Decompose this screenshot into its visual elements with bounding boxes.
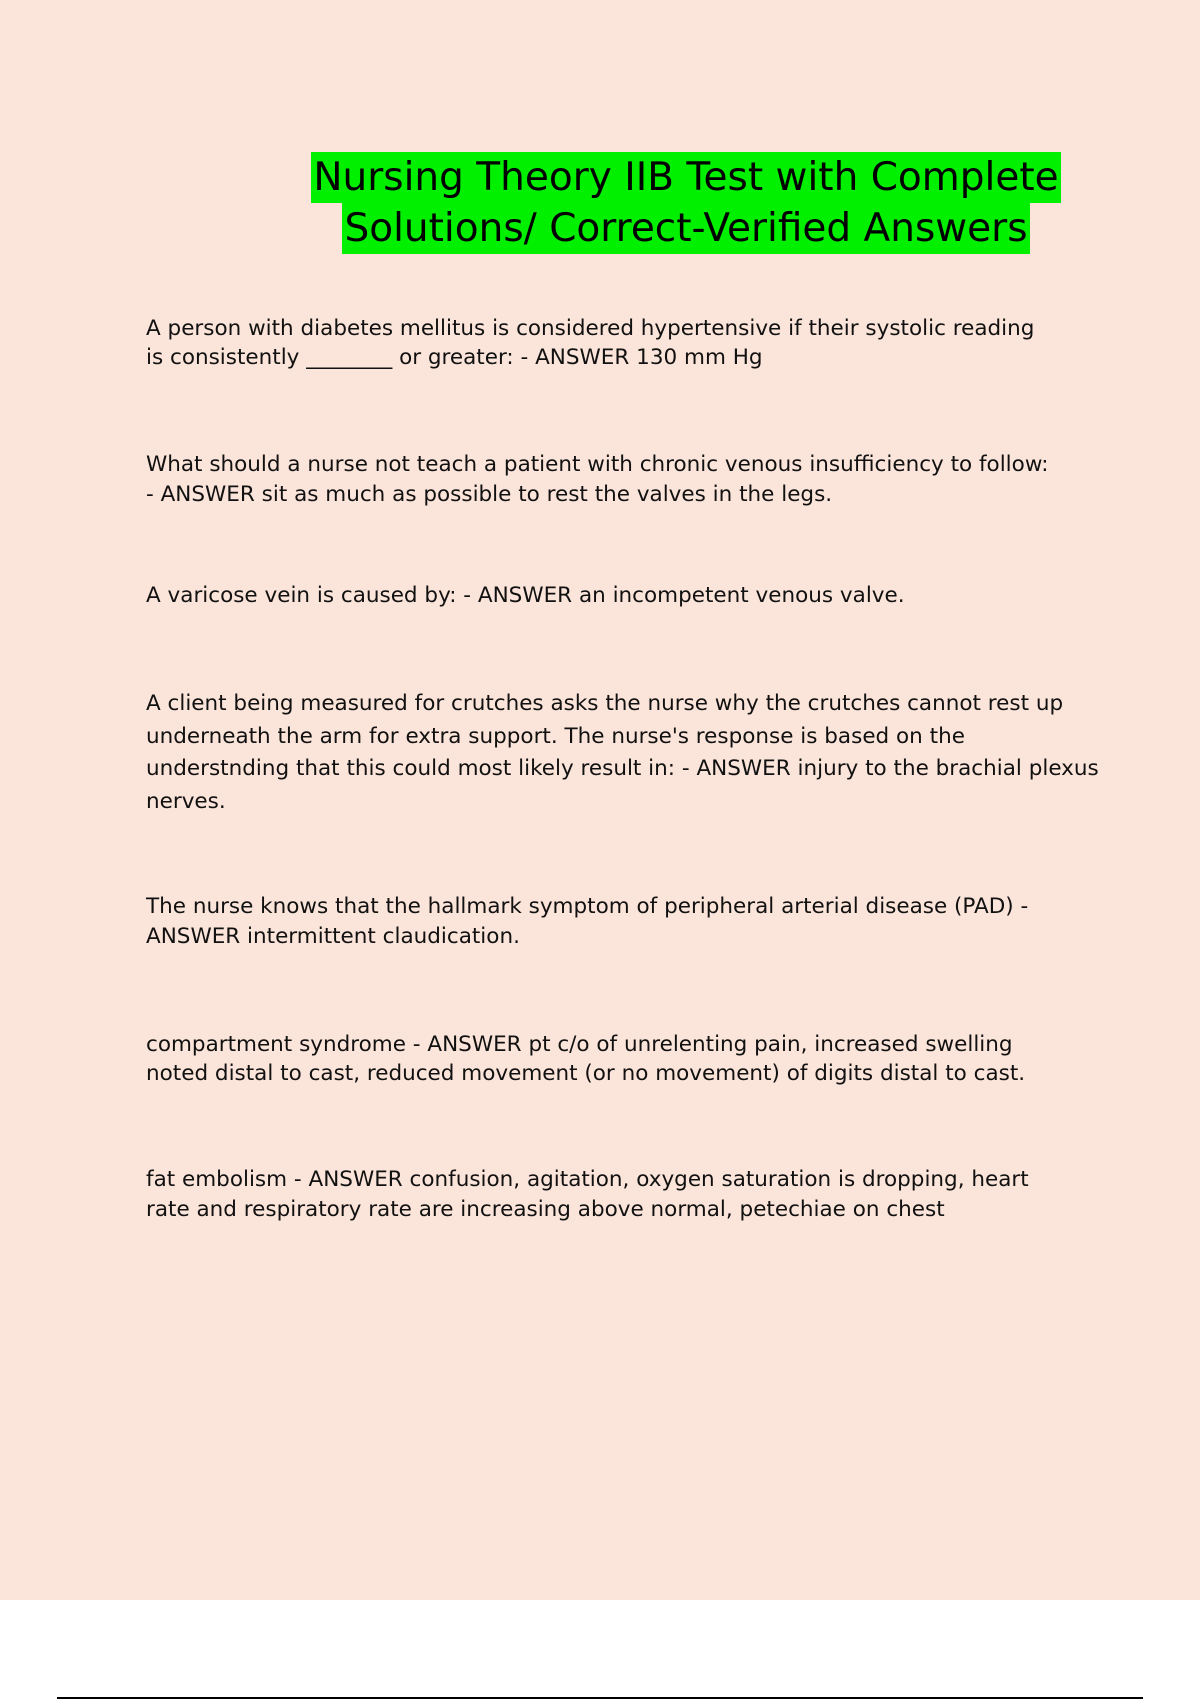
qa-line: underneath the arm for extra support. The nurse's response is based on the — [146, 723, 965, 749]
title-line-2: Solutions/ Correct-Verified Answers — [342, 203, 1029, 254]
qa-line: fat embolism - ANSWER confusion, agitation, oxygen saturation is dropping, heart — [146, 1167, 1029, 1192]
qa-line: A varicose vein is caused by: - ANSWER an incompetent venous valve. — [146, 583, 905, 608]
qa-line: nerves. — [146, 788, 226, 814]
footer-divider — [57, 1697, 1143, 1699]
qa-item-5 — [146, 892, 1094, 952]
qa-line: ANSWER intermittent claudication. — [146, 924, 520, 949]
qa-item-2 — [146, 450, 1094, 510]
qa-item-7 — [146, 1165, 1094, 1225]
qa-item-6 — [146, 1030, 1094, 1088]
qa-item-1 — [146, 314, 1094, 372]
qa-line: is consistently ________ or greater: - ANSWER 130 mm Hg — [146, 345, 763, 370]
qa-line: A client being measured for crutches asks the nurse why the crutches cannot rest up — [146, 691, 1064, 716]
qa-line: - ANSWER sit as much as possible to rest the valves in the legs. — [146, 482, 833, 507]
qa-item-3 — [146, 581, 1094, 611]
qa-line: understnding that this could most likely result in: - ANSWER injury to the brachial plexus — [146, 756, 1099, 781]
title-line-1: Nursing Theory IIB Test with Complete — [311, 152, 1060, 203]
document-title — [300, 152, 1072, 254]
qa-line: The nurse knows that the hallmark symptom of peripheral arterial disease (PAD) - — [146, 894, 1029, 919]
qa-line: rate and respiratory rate are increasing above normal, petechiae on chest — [146, 1197, 945, 1222]
qa-line: noted distal to cast, reduced movement (or no movement) of digits distal to cast. — [146, 1061, 1026, 1086]
qa-item-4 — [146, 688, 1099, 818]
qa-line: What should a nurse not teach a patient with chronic venous insufficiency to follow: — [146, 452, 1049, 477]
qa-line: A person with diabetes mellitus is considered hypertensive if their systolic reading — [146, 316, 1035, 341]
qa-line: compartment syndrome - ANSWER pt c/o of unrelenting pain, increased swelling — [146, 1032, 1013, 1057]
